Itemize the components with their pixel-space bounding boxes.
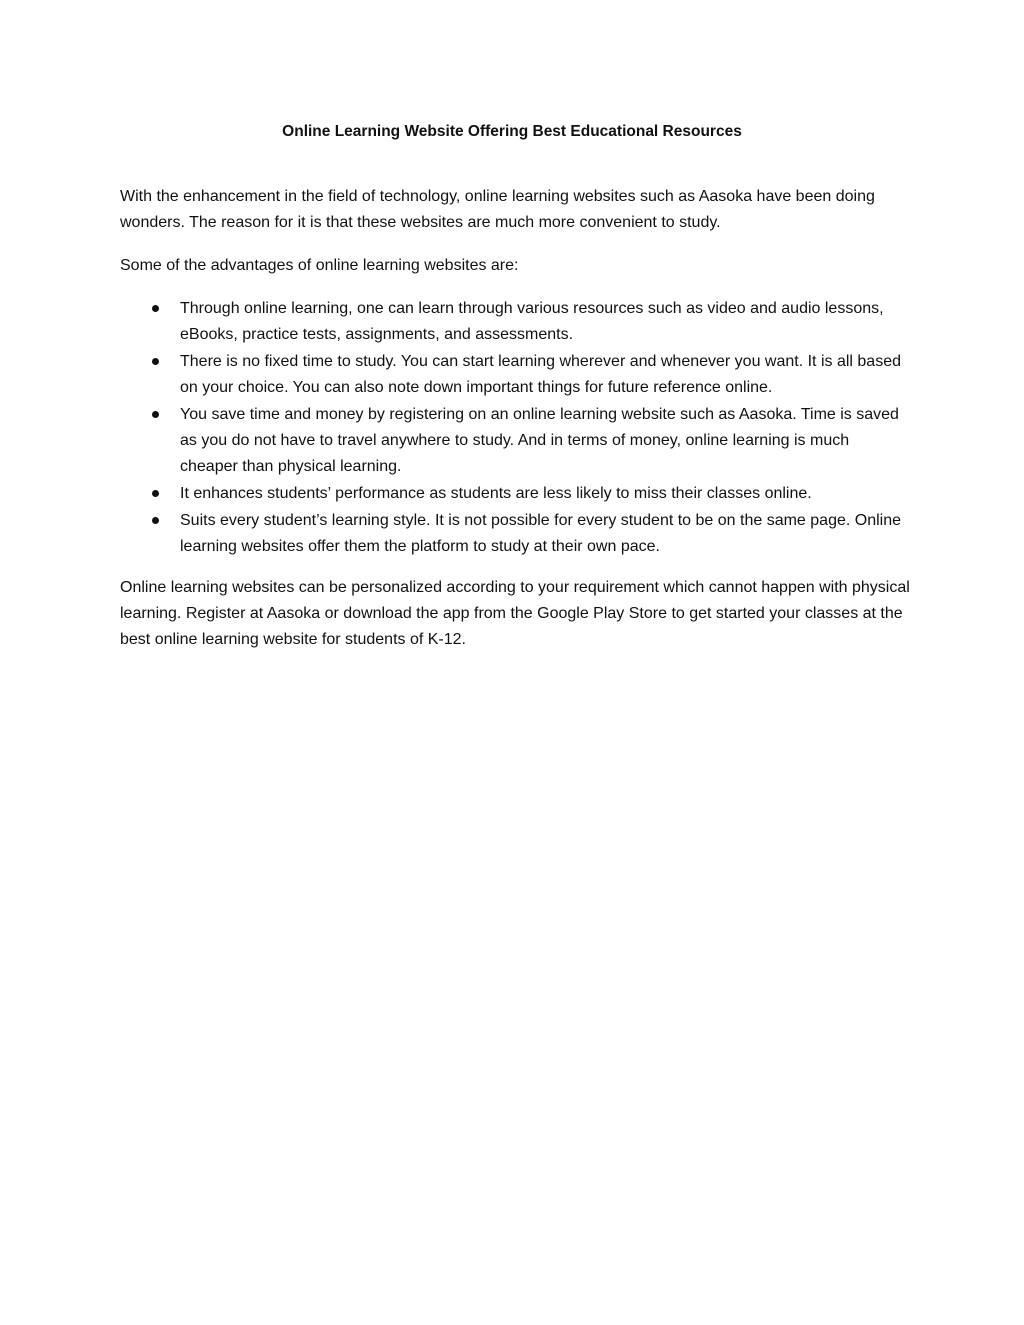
bullet-icon	[152, 517, 159, 524]
intro-paragraph: With the enhancement in the field of technology, online learning websites such as Aasoka have been doing wonders. The reason for it is that these websites are much more convenient to study.	[120, 188, 875, 231]
list-item	[120, 402, 910, 480]
closing-paragraph: Online learning websites can be personalized according to your requirement which cannot happen with physical learning. Register at Aasoka or download the app from the Google Play Store to get started your classes at the best online learning website for students of K-12.	[120, 579, 910, 648]
list-item	[120, 481, 910, 507]
list-item	[120, 296, 910, 348]
list-item-text: Through online learning, one can learn through various resources such as video and audio lessons, eBooks, practice tests, assignments, and assessments.	[180, 300, 884, 343]
list-item	[120, 349, 910, 401]
bullet-icon	[152, 358, 159, 365]
bullet-icon	[152, 305, 159, 312]
list-item-text: You save time and money by registering on an online learning website such as Aasoka. Time is saved as you do not have to travel anywhere to study. And in terms of money, online learning is much cheaper than physical learning.	[180, 406, 899, 475]
bullet-icon	[152, 411, 159, 418]
list-item-text: It enhances students’ performance as students are less likely to miss their classes online.	[180, 485, 812, 502]
list-item	[120, 508, 910, 560]
list-item-text: There is no fixed time to study. You can start learning wherever and whenever you want. It is all based on your choice. You can also note down important things for future reference online.	[180, 353, 901, 396]
document-title: Online Learning Website Offering Best Educational Resources	[282, 123, 742, 140]
bullet-icon	[152, 490, 159, 497]
list-item-text: Suits every student’s learning style. It is not possible for every student to be on the same page. Online learning websites offer them the platform to study at their own pace.	[180, 512, 901, 555]
advantages-lead-paragraph: Some of the advantages of online learning websites are:	[120, 257, 519, 274]
advantages-list	[120, 296, 910, 561]
